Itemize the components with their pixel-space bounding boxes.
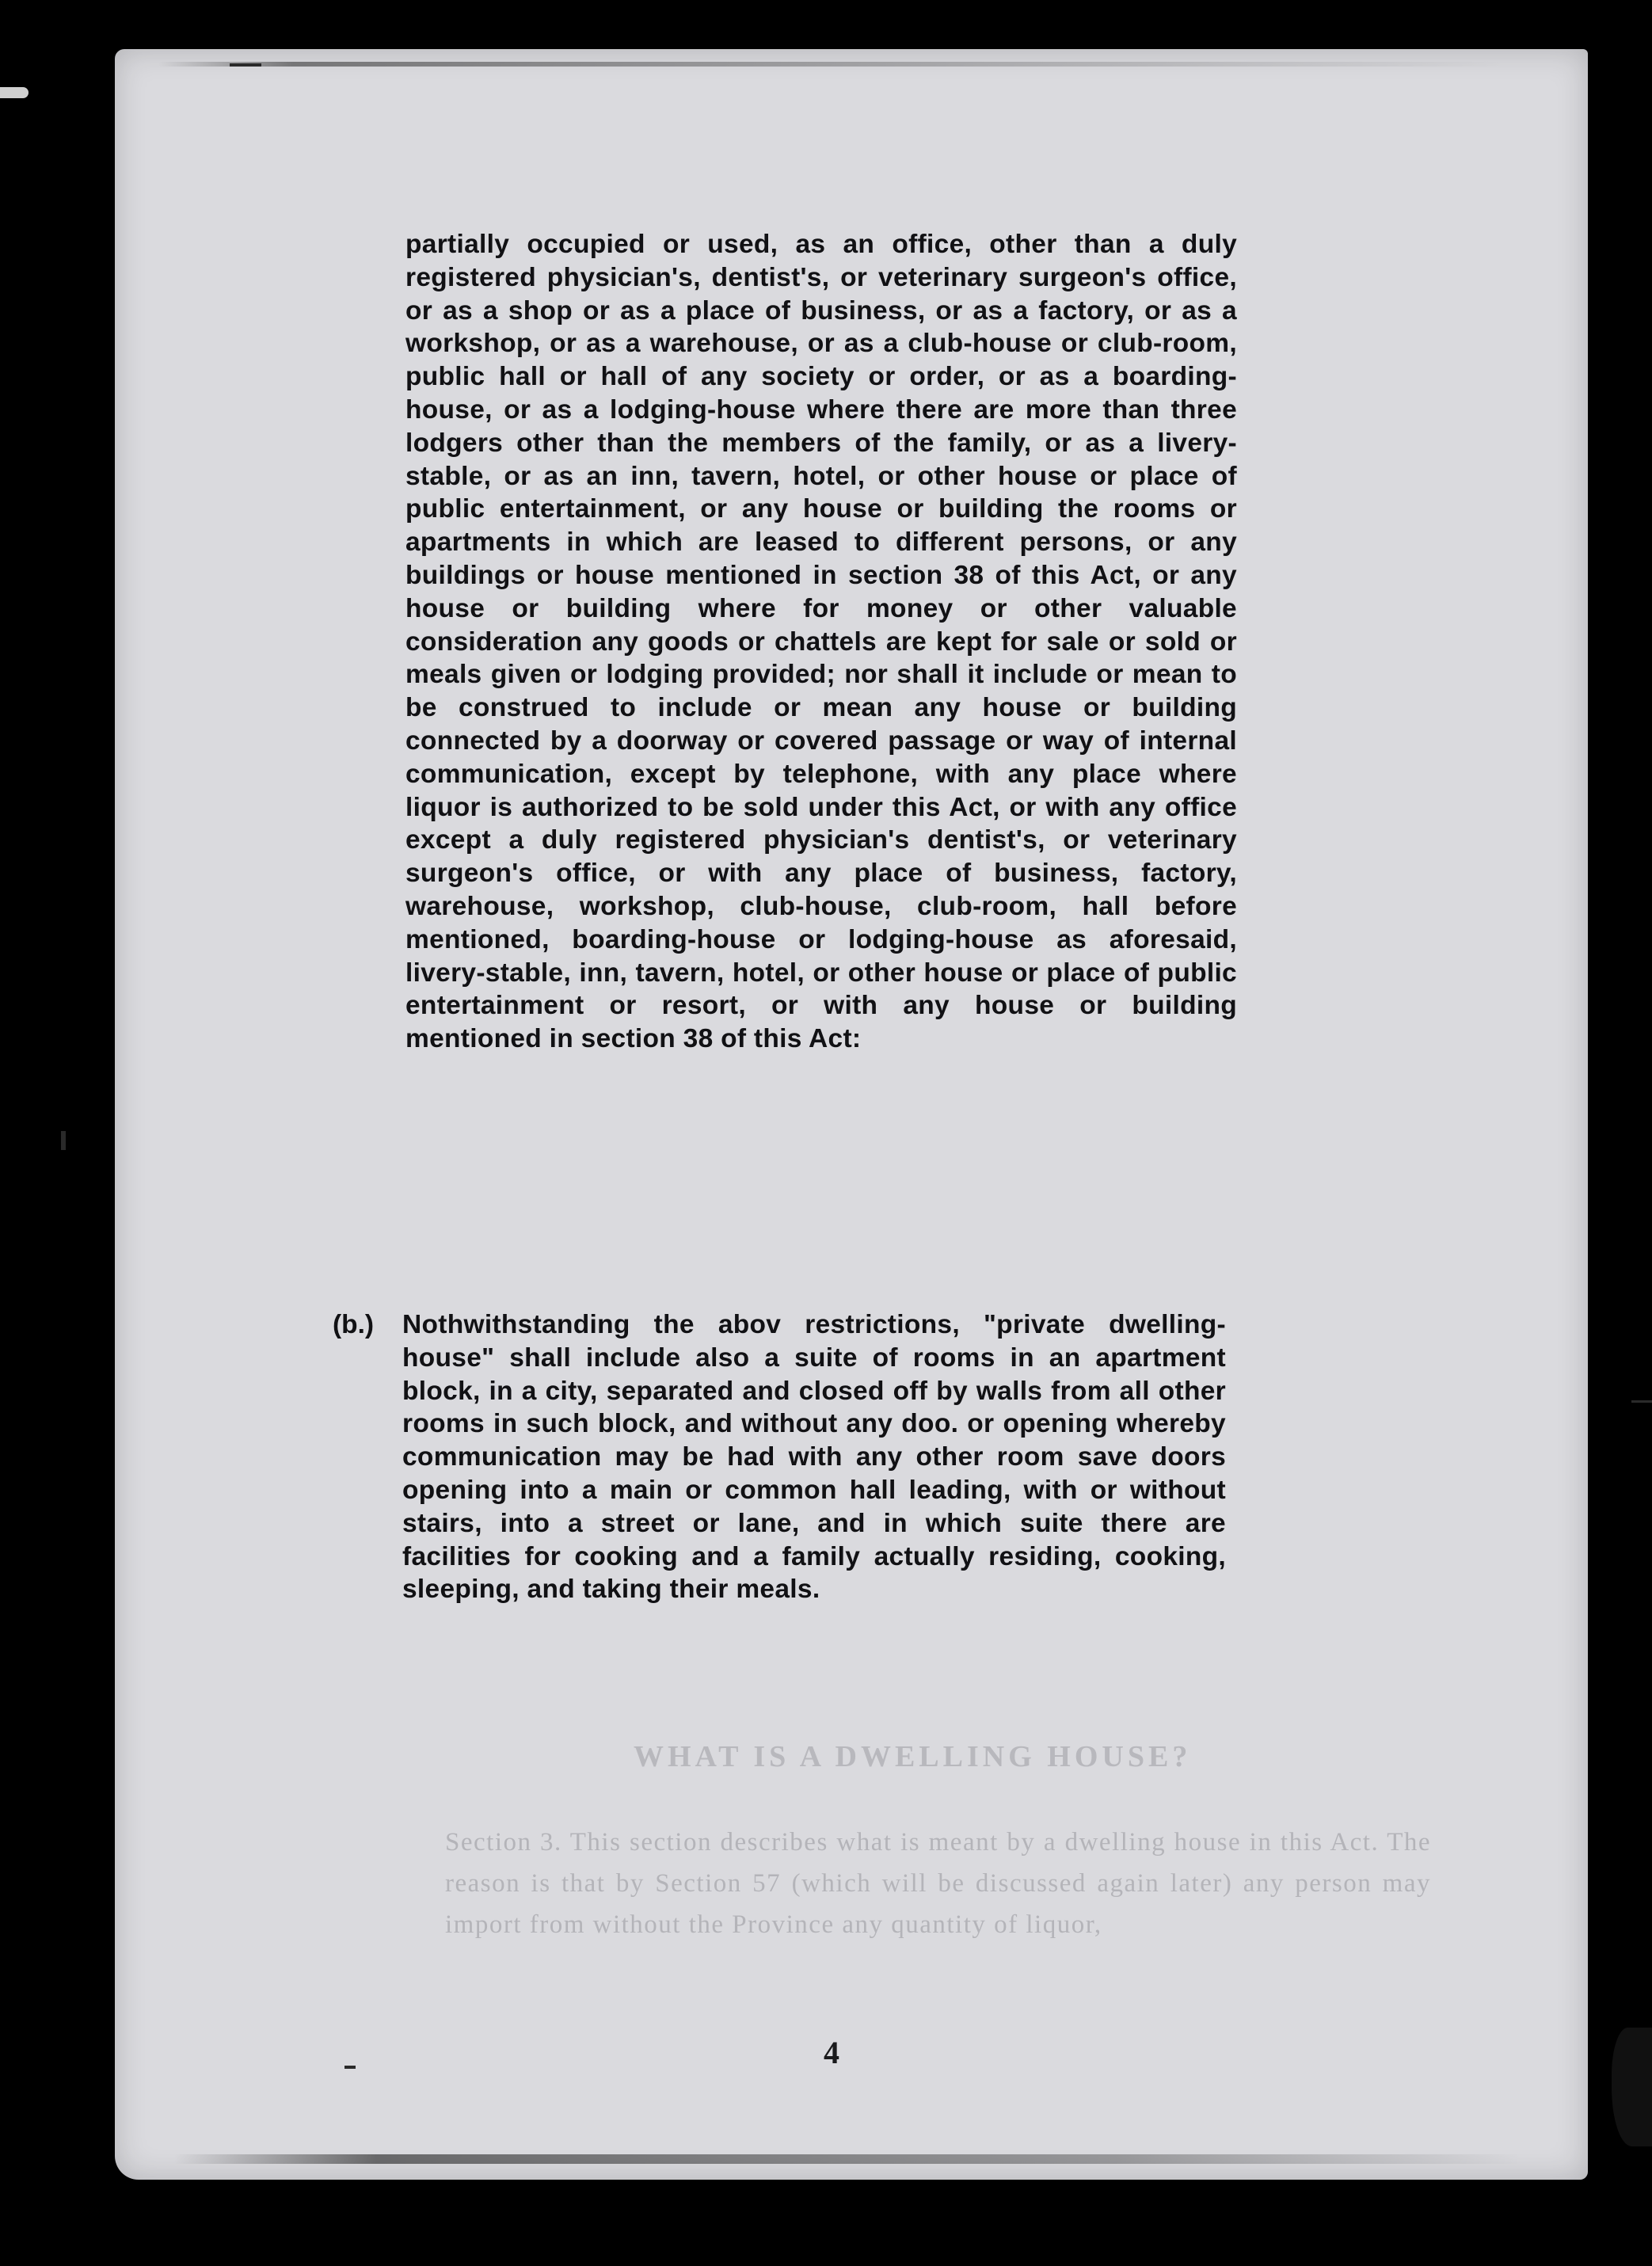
main-paragraph: partially occupied or used, as an office, other than a duly registered physician's, dentist's, or veterinary surgeon's office, or as a shop or as a place of business, or as a factory, or as a workshop, or as a warehouse, or as a club-house or club-room, public hall or hall of any society or order, or as a boarding-house, or as a lodging-house where there are more than three lodgers other than the members of the family, or as a livery-stable, or as an inn, tavern, hotel, or other house or place of public entertainment, or any house or building the rooms or apartments in which are leased to different persons, or any buildings or house mentioned in section 38 of this Act, or any house or building where for money or other valuable consideration any goods or chattels are kept for sale or sold or meals given or lodging provided; nor shall it include or mean to be construed to include or mean any house or building connected by a doorway or covered passage or way of internal communication, except by telephone, with any place where liquor is authorized to be sold under this Act, or with any office except a duly registered physician's dentist's, or veterinary surgeon's office, or with any place of business, factory, warehouse, workshop, club-house, club-room, hall before mentioned, boarding-house or lodging-house as aforesaid, livery-stable, inn, tavern, hotel, or other house or place of public entertainment or resort, or with any house or building mentioned in section 38 of this Act: <box>405 230 1237 1054</box>
top-edge-shadow <box>158 62 1505 67</box>
scan-speck <box>344 2066 356 2069</box>
scan-speck <box>61 1131 66 1150</box>
scan-speck <box>1631 1400 1652 1403</box>
faded-section-paragraph: Section 3. This section describes what is meant by a dwelling house in this Act. The reason is that by Section 57 (which will be discussed again later) any person may import from without the Province any quantity of liquor, <box>445 1828 1431 1939</box>
faded-section-heading: WHAT IS A DWELLING HOUSE? <box>634 1740 1192 1773</box>
clause-label: (b.) <box>333 1310 375 1339</box>
bottom-edge-shadow <box>174 2154 1521 2164</box>
page-number: 4 <box>824 2035 839 2070</box>
corner-ink-blot <box>1612 2028 1652 2146</box>
left-edge-mark <box>0 87 29 98</box>
scan-speck <box>230 63 261 67</box>
clause-b-paragraph: Nothwithstanding the abov restrictions, "private dwelling-house" shall include also a suite of rooms in an apartment block, in a city, separated and closed off by walls from all other rooms in such block, and without any doo. or opening whereby communication may be had with any other room save doors opening into a main or common hall leading, with or without stairs, into a street or lane, and in which suite there are facilities for cooking and a family actually residing, cooking, sleeping, and taking their meals. <box>402 1310 1226 1605</box>
